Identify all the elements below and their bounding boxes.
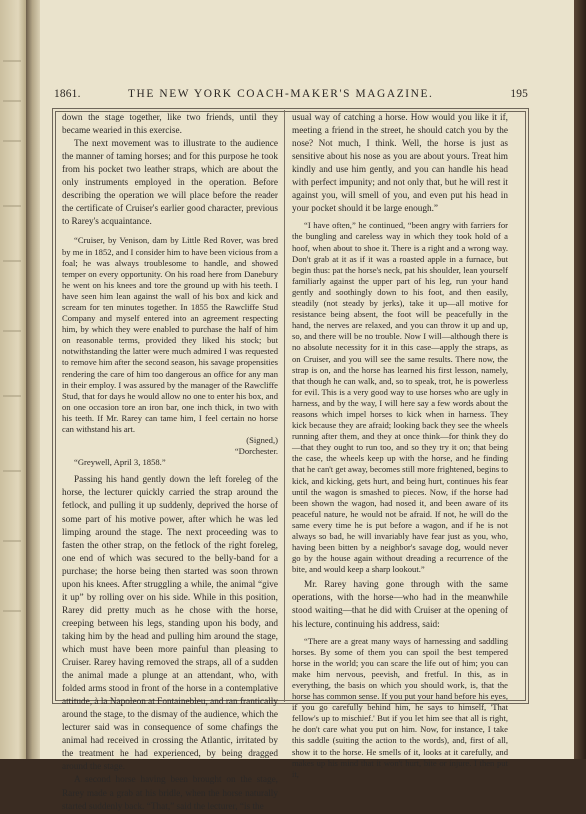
certificate-signature: “Dorchester. — [234, 446, 278, 457]
previous-page-edge — [0, 0, 26, 759]
running-header — [54, 88, 528, 102]
header-year: 1861. — [54, 88, 81, 100]
paragraph: Passing his hand gently down the left foreleg of the horse, the lecturer quickly carried the strap around the fetlock, and pulling it up suddenly, deprived the horse of some part of his motive power, after which he was led limping around the stage. The next proceeding was to fasten the other strap, on the fetlock of the right foreleg, one end of which was secured to the belly-band for a purchase; the horse being then started was soon thrown upon his knees. After struggling a while, the animal “give it up” by rolling over on his side. While in this position, Rarey did pretty much as he chose with the horse, creeping between his legs, standing upon his body, and taking him by the head and pulling him around the stage, which must have been more painful than pleasing to Cruiser. Rarey having removed the straps, all of a sudden the animal made a plunge at an attendant, who, with folded arms stood in front of the horse in a contemplative attitude, à la Napoleon at Fontainebleu, and ran frantically around the stage, to the dismay of the audience, which the lecturer said was in consequence of some chafings the animal had received in crossing the Atlantic, irritated by the treatment he had experienced, by being dragged around the stage. — [62, 475, 278, 773]
lecture-quote: “I have often,” he continued, “been angry with farriers for the bungling and careless way in which they took hold of a hoof, when about to shoe it. There is a right and a wrong way. Don't grab at it as if it was a roasted apple in a furnace, but begin thus: pat the horse's neck, pat his shoulder, lean yourself familiarly against the upper part of his leg, run your hand gently and soothingly down to his foot, and then easily, steadily (not steady by jerks), take it up—all motive for resistance being absent, the foot will be peacefully in the hand, the nerves are relaxed, and you can throw it up and up, so, and there will be no trouble. Now I will—although there is no absolute necessity for it in this case—apply the straps, as on Cruiser, and you will see the same results. There now, the strap is on, and the horse has learned his first lesson, namely, that though he can walk, and, so to speak, trot, he is powerless for evil. This is a very good way to use horses who are ugly in harness, and by the way, I will here say a few words about the reasons which impel horses to kick when in harness. They kick because they are afraid; looking back they see the wheels running after them, and they at once think—for think they do—that they ought to run too, and so they try it on; that being the case, the wheels keep up with the horse, and he finding that he can't get away, becomes still more frightened, begins to kick, and kicking, gets hurt, and being hurt, continues his fear until the wagon is smashed to pieces. Now, if the horse had been shown the wagon, had nosed it, and been aware of its peaceful nature, he would not be afraid. If not, he will do the same every time he is put before a wagon, and if he is not always so bad, he will invariably have fear just as you, who, having been bitten by a neighbor's savage dog, would never go by the house again without dreading a recurrence of the bite, and would keep a sharp lookout.” — [292, 220, 508, 575]
paragraph: A second horse having been brought on the stage, Rarey made a grab at his bridle, when the horse naturally started suddenly back. “That,” said the lecturer, “is the — [62, 775, 278, 812]
certificate-signed: (Signed,) — [246, 435, 278, 446]
paragraph: Mr. Rarey having gone through with the same operations, with the horse—who had in the meanwhile stood waiting—that he did with Cruiser at the opening of his lecture, continuing his address, said: — [292, 580, 508, 630]
certificate-dateline: “Greywell, April 3, 1858.” — [74, 457, 166, 468]
column-divider — [284, 110, 285, 702]
left-column — [62, 112, 278, 812]
paragraph: The next movement was to illustrate to the audience the manner of taming horses; and for this purpose he took from his pocket two leather straps, which are about the only instruments employed in the operation. Before describing the operation we will place before the reader the certificate of Cruiser's earlier good character, previous to Rarey's acquaintance. — [62, 139, 278, 228]
page-number: 195 — [510, 88, 528, 100]
certificate-quote: “Cruiser, by Venison, dam by Little Red Rover, was bred by me in 1852, and I consider him to have been vicious from a foal; he was always troublesome to handle, and showed temper on every opportunity. On his road here from Danebury he went on his knees and tore the ground up with his teeth. I have seen him lean against the wall of his box and kick and scream for ten minutes together. In 1855 the Rawcliffe Stud Company and myself entered into an agreement respecting him, by which they were enabled to purchase the half of him on reasonable terms, provided they liked his stock; but notwithstanding the latter were much admired I was requested to remove him after the second season, his savage propensities rendering the care of him too dangerous an office for any man in their employ. I was assured by the manager of the Rawcliffe Stud, that for days he would allow no one to enter his box, and on one occasion tore an iron bar, one inch thick, in two with his teeth. If Mr. Rarey can tame him, I feel certain no horse can withstand his art. — [62, 235, 278, 435]
lecture-quote: “There are a great many ways of harnessing and saddling horses. By some of them you can spoil the best tempered horse in the world; you can scare the life out of him; you can make him nervous, peevish, and fretful. In this, as in everything, the basis on which you should work, is, that the horse has common sense. If you put your hand before his eyes, if you go carefully behind him, he says to himself, 'That fellow's up to mischief.' But if you let him see that all is right, he don't care what you put on him. Now, for instance, I take this saddle (suiting the action to the words), and, first of all, show it to the horse. He smells of it, looks at it carefully, and makes up his mind that it won't hurt, bite or injure. I then put it, — [292, 635, 508, 779]
header-title: THE NEW YORK COACH-MAKER'S MAGAZINE. — [128, 88, 434, 100]
book-gutter — [26, 0, 40, 759]
paragraph: down the stage together, like two friends, until they became wearied in this exercise. — [62, 113, 278, 137]
paragraph: usual way of catching a horse. How would you like it if, meeting a friend in the street, he should catch you by the nose? Not much, I think. Well, the horse is just as sensitive about his nose as you are about yours. Treat him kindly and use him gently, and you can handle his head with perfect impunity; and not only that, but he will rest it against you, will smell of you, and even put his head in your pocket should it be large enough.” — [292, 113, 508, 215]
right-column — [292, 112, 508, 779]
book-cover-edge — [574, 0, 586, 759]
